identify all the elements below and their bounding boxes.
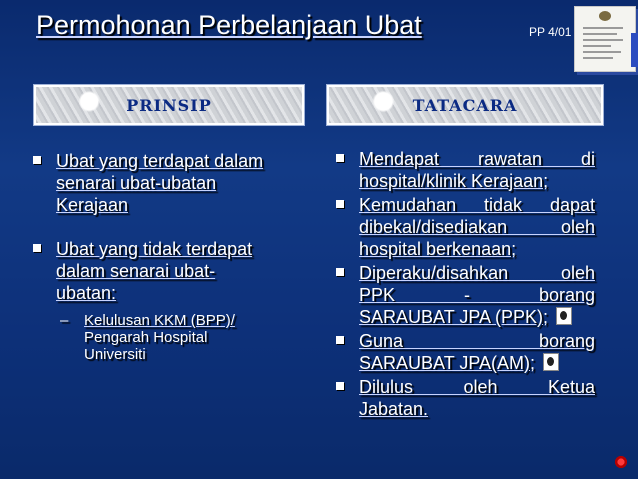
document-link-icon[interactable]	[556, 307, 572, 325]
tatacara-header	[327, 85, 603, 125]
slide-title: Permohonan Perbelanjaan Ubat	[36, 10, 422, 40]
tatacara-column	[333, 148, 595, 422]
tatacara-header-label: TATACARA	[412, 95, 518, 115]
tatacara-item: Guna borang SARAUBAT JPA(AM);	[333, 330, 595, 374]
prinsip-column	[30, 150, 320, 385]
document-link-icon[interactable]	[543, 353, 559, 371]
prinsip-header	[34, 85, 304, 125]
prinsip-item: Ubat yang terdapat dalam senarai ubat-ubatan Kerajaan	[30, 150, 320, 216]
square-bullet-icon	[336, 154, 344, 162]
prinsip-header-label: PRINSIP	[126, 95, 212, 115]
square-bullet-icon	[33, 156, 41, 164]
crest-icon	[599, 11, 611, 21]
tatacara-item: Mendapat rawatan di hospital/klinik Kerajaan;	[333, 148, 595, 192]
square-bullet-icon	[336, 268, 344, 276]
square-bullet-icon	[336, 336, 344, 344]
document-code: PP 4/01	[529, 25, 572, 39]
tatacara-item: Diperaku/disahkan oleh PPK - borang SARAUBAT JPA (PPK);	[333, 262, 595, 328]
square-bullet-icon	[336, 382, 344, 390]
square-bullet-icon	[336, 200, 344, 208]
tatacara-item: Kemudahan tidak dapat dibekal/disediakan oleh hospital berkenaan;	[333, 194, 595, 260]
prinsip-subitem: – Kelulusan KKM (BPP)/ Pengarah Hospital Universiti	[60, 312, 235, 363]
document-thumbnail	[574, 6, 636, 72]
prinsip-item: Ubat yang tidak terdapat dalam senarai ubat- ubatan: – Kelulusan KKM (BPP)/ Pengarah Hospital Universiti	[30, 238, 320, 363]
tatacara-item: Dilulus oleh Ketua Jabatan.	[333, 376, 595, 420]
navigation-dot-icon[interactable]	[614, 455, 628, 469]
square-bullet-icon	[33, 244, 41, 252]
